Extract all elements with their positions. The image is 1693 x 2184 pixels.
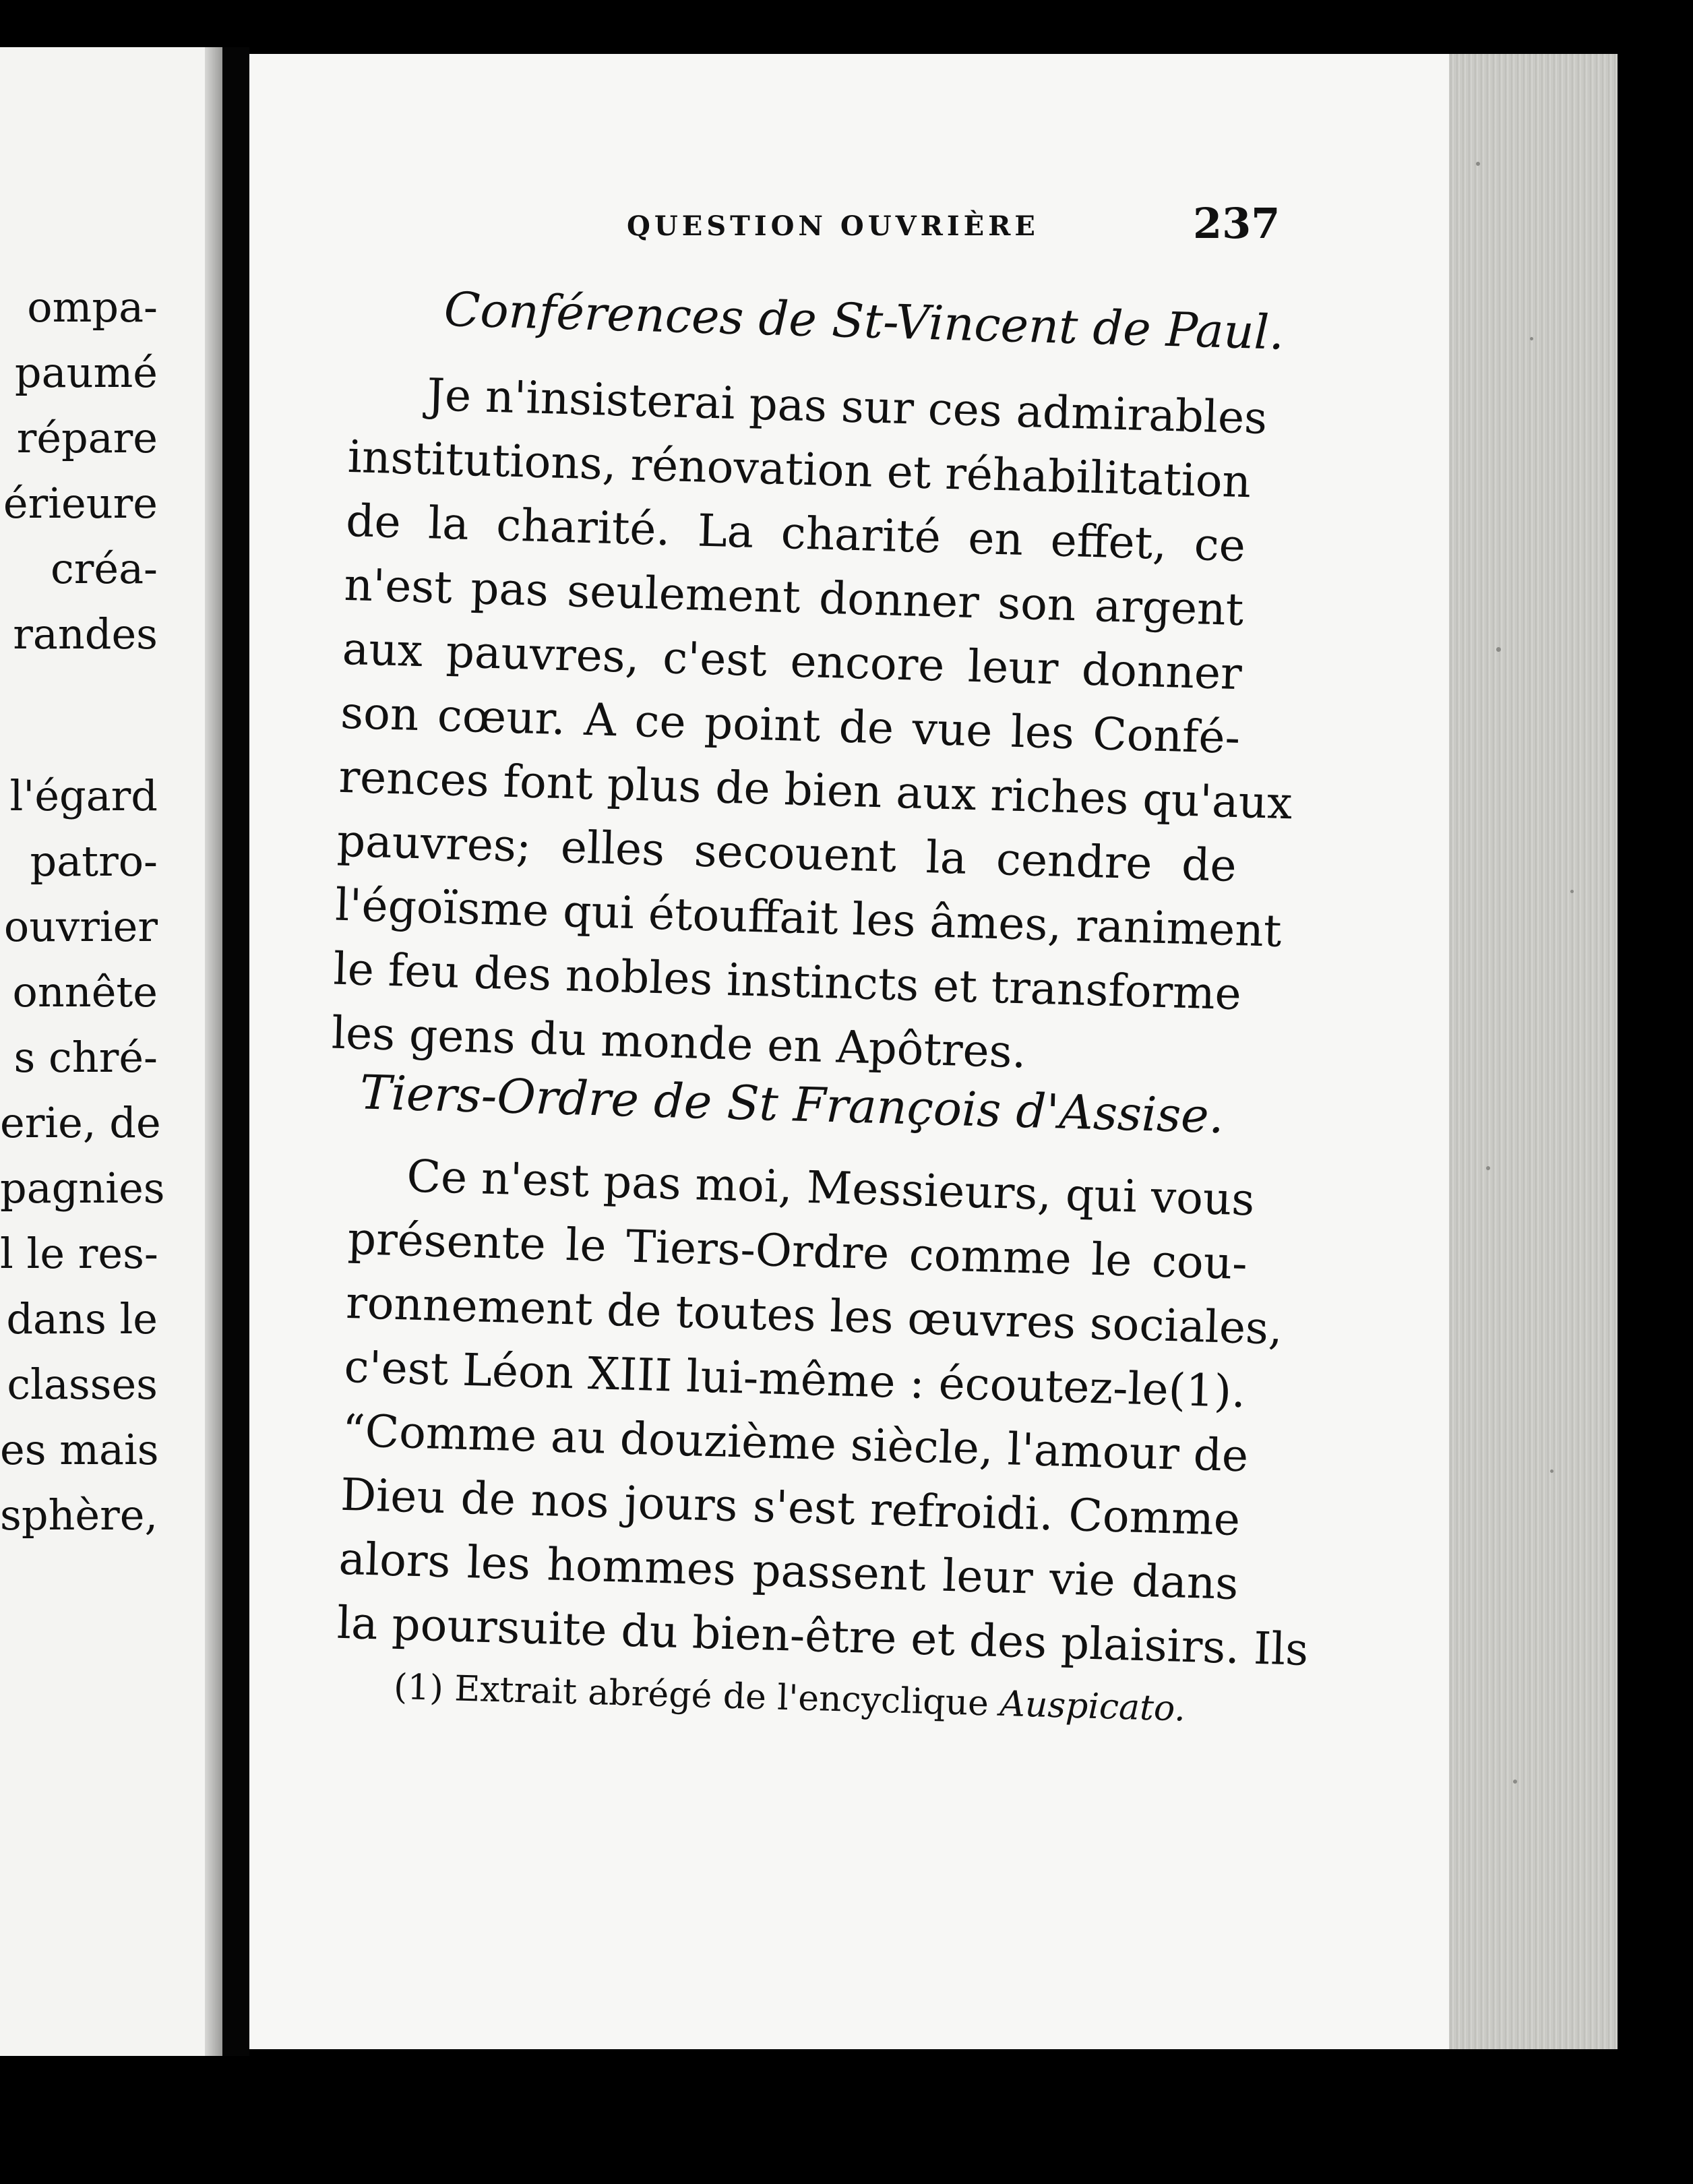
text-line: de la charité. La charité en effet, ce bbox=[345, 494, 1246, 572]
text-line: ronnement de toutes les œuvres sociales, bbox=[345, 1276, 1283, 1355]
left-line: s chré- bbox=[13, 1033, 158, 1082]
left-line: paumé bbox=[14, 348, 158, 397]
text-line: alors les hommes passent leur vie dans bbox=[338, 1532, 1239, 1610]
text-line: aux pauvres, c'est encore leur donner bbox=[341, 622, 1243, 700]
left-line: créa- bbox=[51, 544, 158, 593]
left-line: ompa- bbox=[27, 282, 158, 332]
left-line: répare bbox=[16, 413, 158, 462]
left-line: es mais bbox=[0, 1425, 159, 1474]
left-line: patro- bbox=[30, 837, 158, 886]
left-line: erie, de bbox=[0, 1098, 161, 1147]
left-line: sphère, bbox=[0, 1490, 158, 1540]
text-line: le feu des nobles instincts et transforme bbox=[332, 942, 1242, 1021]
spine-shadow bbox=[205, 47, 222, 2056]
left-line: classes bbox=[7, 1360, 158, 1409]
text-line: rences font plus de bien aux riches qu'aux bbox=[338, 750, 1293, 830]
left-line: pagnies bbox=[0, 1163, 165, 1213]
left-page-fragment bbox=[0, 47, 222, 2056]
left-line: érieure bbox=[3, 479, 158, 528]
section-heading: Tiers-Ordre de St François d'Assise. bbox=[359, 1064, 1225, 1145]
text-line: les gens du monde en Apôtres. bbox=[331, 1006, 1027, 1079]
text-line: Dieu de nos jours s'est refroidi. Comme bbox=[340, 1468, 1241, 1546]
page-number: 237 bbox=[1193, 199, 1281, 248]
left-line: onnête bbox=[12, 967, 158, 1017]
text-line: c'est Léon XIII lui-même : écoutez-le(1). bbox=[343, 1340, 1247, 1418]
text-line: l'égoïsme qui étouffait les âmes, raniment bbox=[334, 878, 1283, 957]
section-1-body bbox=[331, 361, 1293, 1090]
text-line: la poursuite du bien-être et des plaisirs. Ils bbox=[336, 1596, 1310, 1676]
section-1 bbox=[349, 281, 1285, 361]
left-line: l'égard bbox=[9, 771, 158, 820]
running-head: QUESTION OUVRIÈRE bbox=[627, 210, 1039, 242]
footnote-title: Auspicato. bbox=[999, 1683, 1186, 1730]
left-line: l le res- bbox=[0, 1229, 158, 1278]
text-line: Je n'insisterai pas sur ces admirables bbox=[426, 369, 1268, 444]
text-line: présente le Tiers-Ordre comme le cou- bbox=[346, 1212, 1248, 1290]
text-line: n'est pas seulement donner son argent bbox=[343, 558, 1245, 636]
page-edge bbox=[1449, 54, 1618, 2049]
text-line: institutions, rénovation et réhabilitation bbox=[346, 430, 1252, 508]
text-line: son cœur. A ce point de vue les Confé- bbox=[340, 686, 1241, 764]
book-gutter bbox=[222, 47, 249, 2056]
text-line: pauvres; elles secouent la cendre de bbox=[336, 814, 1237, 892]
text-line: Ce n'est pas moi, Messieurs, qui vous bbox=[406, 1150, 1256, 1226]
left-line: dans le bbox=[6, 1294, 158, 1343]
text-line: “Comme au douzième siècle, l'amour de bbox=[341, 1404, 1250, 1482]
section-2-body bbox=[336, 1143, 1310, 1680]
section-heading: Conférences de St-Vincent de Paul. bbox=[443, 281, 1285, 361]
right-page bbox=[249, 54, 1618, 2049]
footnote-text: (1) Extrait abrégé de l'encyclique bbox=[393, 1666, 989, 1724]
left-line: randes bbox=[13, 609, 158, 659]
left-line: ouvrier bbox=[3, 902, 158, 951]
footnote bbox=[350, 1668, 1250, 1728]
